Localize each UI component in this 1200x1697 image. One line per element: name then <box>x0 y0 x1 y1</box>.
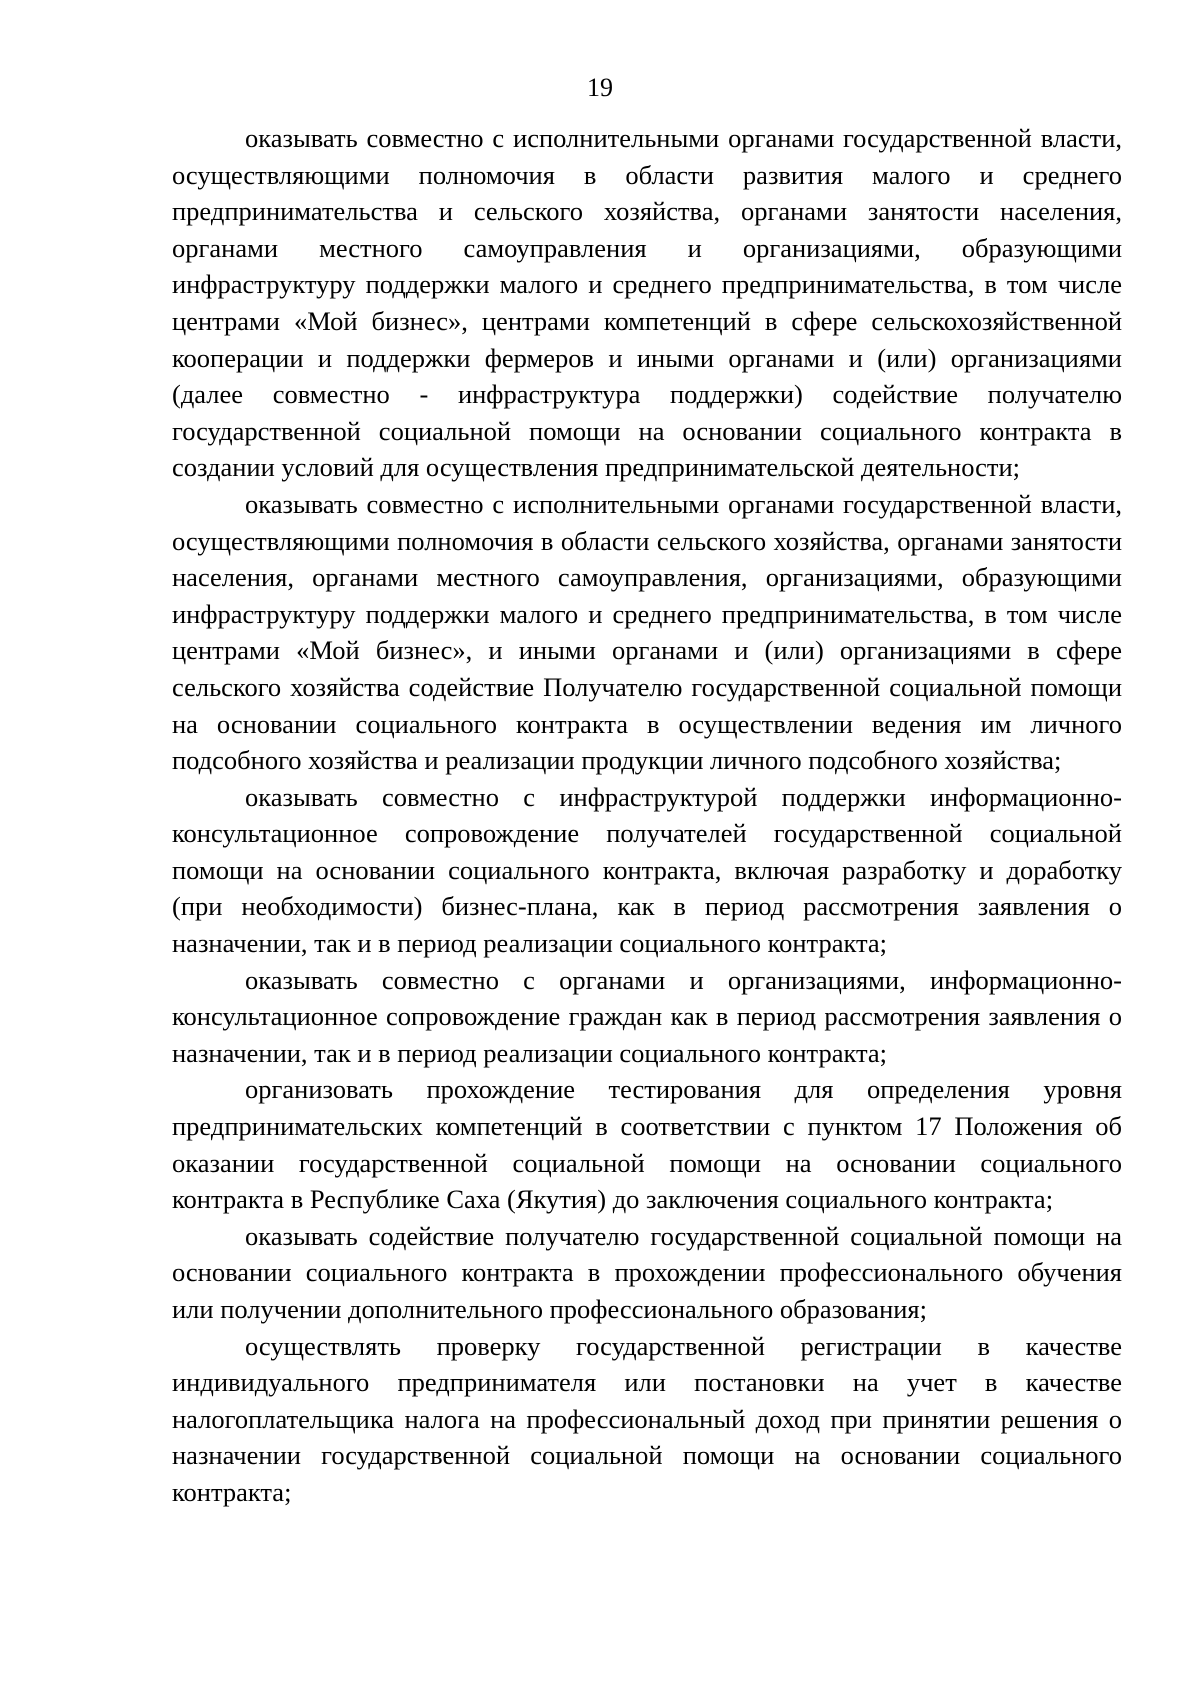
paragraph-professional-training: оказывать содействие получателю государственной социальной помощи на основании социального контракта в прохождении профессионального обучения или получении дополнительного профессионального образования; <box>172 1220 1122 1324</box>
page-number: 19 <box>587 73 613 102</box>
paragraph-competency-testing: организовать прохождение тестирования для определения уровня предпринимательских компетенций в соответствии с пунктом 17 Положения об оказании государственной социальной помощи на основании социального контракта в Республике Саха (Якутия) до заключения социального контракта; <box>172 1074 1122 1215</box>
paragraph-citizen-consulting: оказывать совместно с органами и организациями, информационно-консультационное сопровождение граждан как в период рассмотрения заявления о назначении, так и в период реализации социального контракта; <box>172 964 1122 1068</box>
document-body <box>172 120 1122 1511</box>
paragraph-consulting-support: оказывать совместно с инфраструктурой поддержки информационно-консультационное сопровождение получателей государственной социальной помощи на основании социального контракта, включая разработку и доработку (при необходимости) бизнес-плана, как в период рассмотрения заявления о назначении, так и в период реализации социального контракта; <box>172 781 1122 959</box>
paragraph-registration-check: осуществлять проверку государственной регистрации в качестве индивидуального предпринимателя или постановки на учет в качестве налогоплательщика налога на профессиональный доход при принятии решения о назначении государственной социальной помощи на основании социального контракта; <box>172 1330 1122 1507</box>
paragraph-infrastructure-support: оказывать совместно с исполнительными органами государственной власти, осуществляющими полномочия в области развития малого и среднего предпринимательства и сельского хозяйства, органами занятости населения, органами местного самоуправления и организациями, образующими инфраструктуру поддержки малого и среднего предпринимательства, в том числе центрами «Мой бизнес», центрами компетенций в сфере сельскохозяйственной кооперации и поддержки фермеров и иными органами и (или) организациями (далее совместно - инфраструктура поддержки) содействие получателю государственной социальной помощи на основании социального контракта в создании условий для осуществления предпринимательской деятельности; <box>172 123 1122 483</box>
paragraph-personal-farm: оказывать совместно с исполнительными органами государственной власти, осуществляющими полномочия в области сельского хозяйства, органами занятости населения, органами местного самоуправления, организациями, образующими инфраструктуру поддержки малого и среднего предпринимательства, в том числе центрами «Мой бизнес», и иными органами и (или) организациями в сфере сельского хозяйства содействие Получателю государственной социальной помощи на основании социального контракта в осуществлении ведения им личного подсобного хозяйства и реализации продукции личного подсобного хозяйства; <box>172 488 1122 776</box>
